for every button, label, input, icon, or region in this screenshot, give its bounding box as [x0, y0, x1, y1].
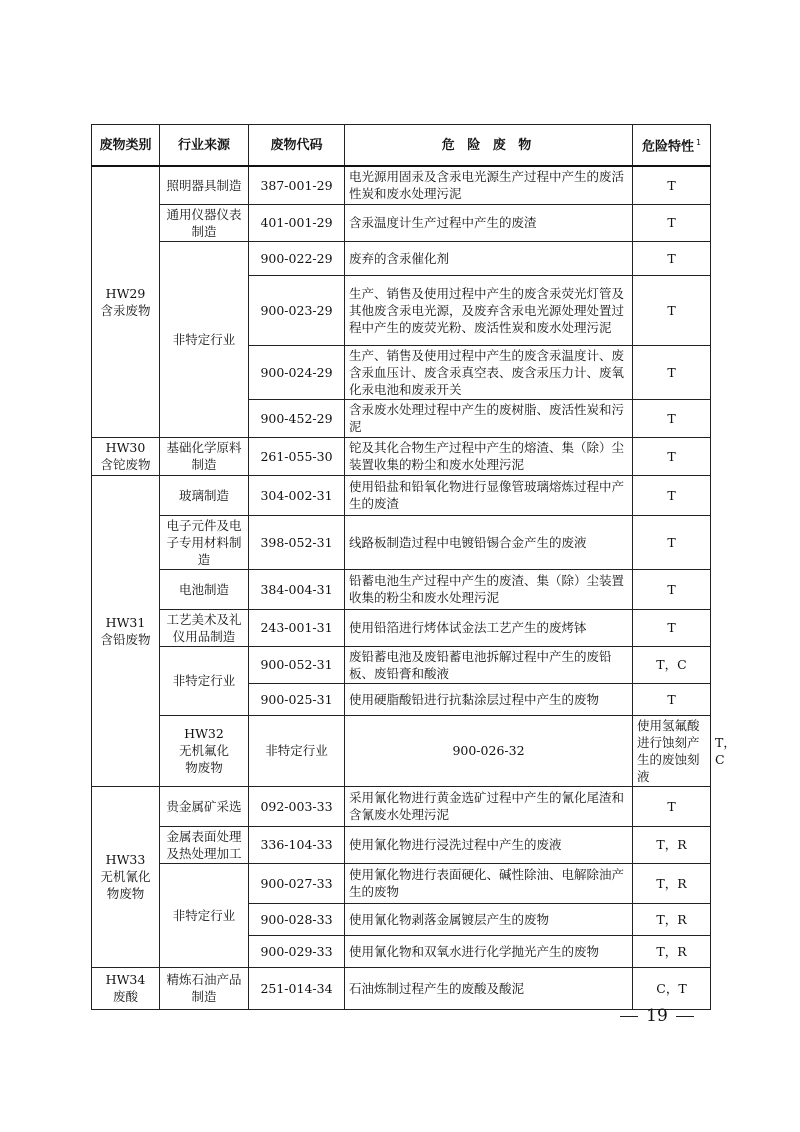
table-row: [92, 241, 711, 275]
header-source: 行业来源: [160, 125, 249, 167]
header-code: 废物代码: [249, 125, 345, 167]
cell-hazard: T: [633, 786, 711, 826]
table-row: [92, 786, 711, 826]
table-row: [92, 437, 711, 475]
header-hazard-footnote: 1: [695, 138, 702, 148]
cell-description: 使用氰化物和双氧水进行化学抛光产生的废物: [345, 935, 633, 967]
cell-hazard: T，C: [633, 646, 711, 683]
cell-source: 工艺美术及礼仪用品制造: [160, 609, 249, 646]
cell-hazard: T: [633, 515, 711, 569]
cell-source: 贵金属矿采选: [160, 786, 249, 826]
cell-description: 使用铅箔进行烤体试金法工艺产生的废烤钵: [345, 609, 633, 646]
cell-code: 900-026-32: [345, 715, 633, 786]
page-number-dash-right: [676, 1016, 694, 1017]
cell-description: 使用氰化物进行浸洗过程中产生的废液: [345, 826, 633, 863]
cell-hazard: T: [633, 683, 711, 715]
cell-hazard: T，R: [633, 863, 711, 903]
cell-hazard: C，T: [633, 967, 711, 1009]
cell-source: 基础化学原料制造: [160, 437, 249, 475]
cell-hazard: T: [633, 399, 711, 437]
cell-description: 生产、销售及使用过程中产生的废含汞温度计、废含汞血压计、废含汞真空表、废含汞压力计、废氧化汞电池和废汞开关: [345, 345, 633, 399]
table-row: [92, 569, 711, 609]
page-number-value: 19: [646, 1006, 668, 1026]
table-row: [92, 826, 711, 863]
cell-code: 401-001-29: [249, 204, 345, 241]
header-hazard: [633, 125, 711, 167]
cell-category: HW33 无机氰化 物废物: [92, 786, 160, 967]
cell-hazard: T，R: [633, 826, 711, 863]
cell-code: 387-001-29: [249, 166, 345, 204]
cell-source: 非特定行业: [160, 863, 249, 967]
table-row: [92, 475, 711, 515]
cell-source: 非特定行业: [160, 646, 249, 715]
header-description: 危 险 废 物: [345, 125, 633, 167]
cell-source: 电池制造: [160, 569, 249, 609]
cell-source: 精炼石油产品制造: [160, 967, 249, 1009]
cell-code: 900-023-29: [249, 275, 345, 345]
cell-code: 384-004-31: [249, 569, 345, 609]
header-category: 废物类别: [92, 125, 160, 167]
cell-source: 金属表面处理及热处理加工: [160, 826, 249, 863]
cell-source: 非特定行业: [249, 715, 345, 786]
cell-hazard: T: [633, 166, 711, 204]
cell-code: 261-055-30: [249, 437, 345, 475]
table-row: [92, 863, 711, 903]
table-row: HW32 无机氟化 物废物 非特定行业 900-026-32 使用氢氟酸进行蚀刻产生的废蚀刻液 T，C: [92, 715, 711, 786]
cell-description: 采用氰化物进行黄金选矿过程中产生的氰化尾渣和含氰废水处理污泥: [345, 786, 633, 826]
cell-hazard: T: [633, 241, 711, 275]
header-hazard-label: 危险特性: [641, 139, 694, 155]
cell-code: 900-022-29: [249, 241, 345, 275]
cell-code: 900-029-33: [249, 935, 345, 967]
cell-category: HW34 废酸: [92, 967, 160, 1009]
table-row: [92, 204, 711, 241]
cell-description: 使用铅盐和铅氧化物进行显像管玻璃熔炼过程中产生的废渣: [345, 475, 633, 515]
cell-description: 废弃的含汞催化剂: [345, 241, 633, 275]
cell-hazard: T: [633, 569, 711, 609]
cell-description: 电光源用固汞及含汞电光源生产过程中产生的废活性炭和废水处理污泥: [345, 166, 633, 204]
page-number: [612, 1006, 702, 1026]
cell-source: 电子元件及电子专用材料制造: [160, 515, 249, 569]
cell-code: 336-104-33: [249, 826, 345, 863]
cell-source: 非特定行业: [160, 241, 249, 437]
cell-code: 398-052-31: [249, 515, 345, 569]
cell-code: 243-001-31: [249, 609, 345, 646]
cell-hazard: T: [633, 437, 711, 475]
cell-description: 石油炼制过程产生的废酸及酸泥: [345, 967, 633, 1009]
hazardous-waste-table: [91, 124, 736, 1010]
cell-code: 900-452-29: [249, 399, 345, 437]
cell-category: HW31 含铅废物: [92, 475, 160, 786]
cell-code: 900-025-31: [249, 683, 345, 715]
cell-code: 304-002-31: [249, 475, 345, 515]
cell-code: 900-028-33: [249, 903, 345, 935]
cell-description: 铊及其化合物生产过程中产生的熔渣、集（除）尘装置收集的粉尘和废水处理污泥: [345, 437, 633, 475]
cell-hazard: T: [633, 475, 711, 515]
cell-code: 900-052-31: [249, 646, 345, 683]
cell-hazard: T，R: [633, 903, 711, 935]
cell-description: 使用氰化物进行表面硬化、碱性除油、电解除油产生的废物: [345, 863, 633, 903]
cell-description: 使用硬脂酸铅进行抗黏涂层过程中产生的废物: [345, 683, 633, 715]
table-body: [92, 166, 736, 1009]
cell-description: 使用氢氟酸进行蚀刻产生的废蚀刻液: [633, 715, 711, 786]
cell-hazard: T: [633, 204, 711, 241]
cell-source: 玻璃制造: [160, 475, 249, 515]
table-header: [92, 125, 711, 167]
table-row: [92, 967, 711, 1009]
cell-category: HW30 含铊废物: [92, 437, 160, 475]
cell-description: 含汞废水处理过程中产生的废树脂、废活性炭和污泥: [345, 399, 633, 437]
cell-hazard: T: [633, 609, 711, 646]
cell-description: 线路板制造过程中电镀铅锡合金产生的废液: [345, 515, 633, 569]
table-row: [92, 646, 711, 683]
cell-hazard: T: [633, 275, 711, 345]
cell-category: HW32 无机氟化 物废物: [160, 715, 249, 786]
cell-code: 251-014-34: [249, 967, 345, 1009]
cell-code: 900-024-29: [249, 345, 345, 399]
cell-category: HW29 含汞废物: [92, 166, 160, 437]
cell-source: 通用仪器仪表制造: [160, 204, 249, 241]
cell-description: 铅蓄电池生产过程中产生的废渣、集（除）尘装置收集的粉尘和废水处理污泥: [345, 569, 633, 609]
table-row: [92, 166, 711, 204]
cell-code: 092-003-33: [249, 786, 345, 826]
cell-description: 含汞温度计生产过程中产生的废渣: [345, 204, 633, 241]
table-row: [92, 609, 711, 646]
cell-source: 照明器具制造: [160, 166, 249, 204]
cell-description: 使用氰化物剥落金属镀层产生的废物: [345, 903, 633, 935]
table-row: [92, 515, 711, 569]
cell-hazard: T，R: [633, 935, 711, 967]
cell-description: 废铅蓄电池及废铅蓄电池拆解过程中产生的废铅板、废铅膏和酸液: [345, 646, 633, 683]
cell-description: 生产、销售及使用过程中产生的废含汞荧光灯管及其他废含汞电光源，及废弃含汞电光源处理处置过程中产生的废荧光粉、废活性炭和废水处理污泥: [345, 275, 633, 345]
page-number-dash-left: [620, 1016, 638, 1017]
cell-hazard: T: [633, 345, 711, 399]
cell-code: 900-027-33: [249, 863, 345, 903]
